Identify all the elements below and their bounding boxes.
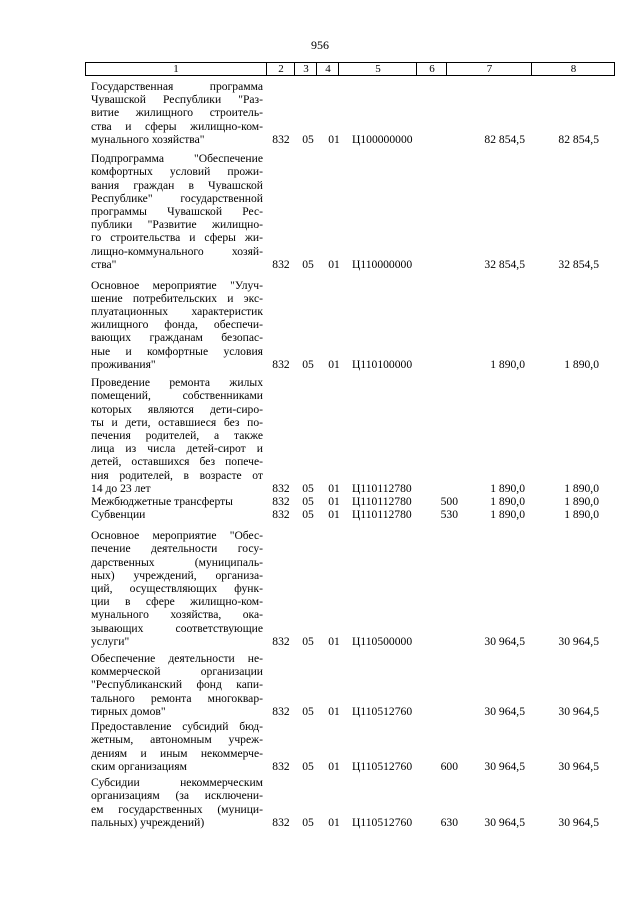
- cell-col-6: 630: [440, 815, 458, 829]
- row-name-line: ных) учреждений, организа-: [91, 568, 263, 582]
- row-name-line: Основное мероприятие "Обес-: [91, 529, 263, 543]
- row-name-line: ции в сфере жилищно-ком-: [91, 595, 263, 609]
- row-name-line: Межбюджетные трансферты: [91, 494, 233, 508]
- row-name-line: мунального хозяйства": [91, 132, 205, 146]
- cell-col-3: 05: [302, 481, 314, 495]
- row-name: [91, 652, 263, 718]
- row-name: [91, 776, 263, 829]
- row-name-line: мунального хозяйства, ока-: [91, 608, 263, 622]
- table-row: [0, 529, 640, 648]
- cell-col-6: 530: [440, 507, 458, 521]
- row-name-line: ем государственных (муници-: [91, 802, 263, 816]
- row-name-line: ты и дети, оставшиеся без по-: [91, 415, 263, 429]
- cell-col-8: 1 890,0: [564, 507, 599, 521]
- cell-col-7: 30 964,5: [484, 759, 525, 773]
- cell-col-4: 01: [328, 494, 340, 508]
- row-name-line: помещений, собственниками: [91, 389, 263, 403]
- cell-col-5: Ц110000000: [352, 257, 413, 271]
- header-cell-6: 6: [416, 63, 447, 75]
- row-name-line: лица из числа детей-сирот и: [91, 442, 263, 456]
- cell-col-5: Ц110100000: [352, 357, 413, 371]
- header-cell-7: 7: [446, 63, 532, 75]
- cell-col-5: Ц110512760: [352, 759, 413, 773]
- row-name-line: ства и сферы жилищно-ком-: [91, 119, 263, 133]
- cell-col-8: 1 890,0: [564, 357, 599, 371]
- row-name-line: ства": [91, 257, 117, 271]
- row-name-line: печения родителей, а также: [91, 429, 263, 442]
- cell-col-4: 01: [328, 705, 340, 718]
- row-name-line: детей, оставшихся без попече-: [91, 455, 263, 469]
- table-row: [0, 152, 640, 271]
- cell-col-8: 30 964,5: [558, 815, 599, 829]
- cell-col-3: 05: [302, 133, 314, 146]
- cell-col-8: 30 964,5: [558, 634, 599, 648]
- row-name-line: ций, осуществляющих функ-: [91, 582, 263, 595]
- cell-col-3: 05: [302, 634, 314, 648]
- table-row: [0, 652, 640, 718]
- row-name-line: лищно-коммунального хозяй-: [91, 244, 263, 258]
- row-name-line: Основное мероприятие "Улуч-: [91, 278, 263, 292]
- row-name: [91, 529, 263, 648]
- header-cell-5: 5: [338, 63, 417, 75]
- cell-col-5: Ц110112780: [352, 481, 412, 495]
- row-name-line: пальных) учреждений): [91, 815, 205, 829]
- cell-col-2: 832: [272, 494, 290, 508]
- row-name-line: шение потребительских и экс-: [91, 291, 263, 305]
- row-name-line: публики "Развитие жилищно-: [91, 218, 263, 232]
- cell-col-2: 832: [272, 815, 290, 829]
- table-row: [0, 776, 640, 829]
- cell-col-4: 01: [328, 507, 340, 521]
- cell-col-2: 832: [272, 634, 290, 648]
- cell-col-4: 01: [328, 257, 340, 271]
- row-name: [91, 376, 263, 495]
- cell-col-3: 05: [302, 257, 314, 271]
- table-row: [0, 495, 640, 508]
- cell-col-2: 832: [272, 133, 290, 146]
- header-cell-8: 8: [531, 63, 615, 75]
- page-number: 956: [311, 38, 329, 52]
- cell-col-4: 01: [328, 634, 340, 648]
- row-name-line: Субсидии некоммерческим: [91, 776, 263, 790]
- row-name-line: "Республиканский фонд капи-: [91, 678, 263, 692]
- row-name-line: Подпрограмма "Обеспечение: [91, 152, 263, 166]
- row-name-line: организациям (за исключени-: [91, 789, 263, 803]
- row-name-line: коммерческой организации: [91, 665, 263, 679]
- cell-col-4: 01: [328, 133, 340, 146]
- table-row: [0, 279, 640, 371]
- row-name-line: жилищного фонда, обеспечи-: [91, 318, 263, 332]
- cell-col-3: 05: [302, 494, 314, 508]
- row-name-line: тального ремонта многоквар-: [91, 691, 263, 705]
- table-row: [0, 720, 640, 773]
- row-name-line: го строительства и сферы жи-: [91, 231, 263, 245]
- cell-col-7: 82 854,5: [484, 133, 525, 146]
- cell-col-7: 32 854,5: [484, 257, 525, 271]
- cell-col-5: Ц100000000: [352, 133, 413, 146]
- row-name-line: Обеспечение деятельности не-: [91, 652, 263, 665]
- row-name-line: жетным, автономным учреж-: [91, 733, 263, 747]
- row-name-line: вающих гражданам безопас-: [91, 331, 263, 345]
- row-name: [91, 152, 263, 271]
- cell-col-3: 05: [302, 507, 314, 521]
- row-name: [91, 279, 263, 371]
- row-name: [91, 80, 263, 146]
- cell-col-5: Ц110500000: [352, 634, 413, 648]
- cell-col-2: 832: [272, 257, 290, 271]
- cell-col-7: 1 890,0: [490, 494, 525, 508]
- header-cell-3: 3: [294, 63, 317, 75]
- table-row: [0, 80, 640, 146]
- cell-col-3: 05: [302, 759, 314, 773]
- row-name: [91, 720, 263, 773]
- row-name-line: плуатационных характеристик: [91, 305, 263, 318]
- cell-col-4: 01: [328, 481, 340, 495]
- cell-col-4: 01: [328, 759, 340, 773]
- row-name-line: Предоставление субсидий бюд-: [91, 720, 263, 734]
- row-name-line: проживания": [91, 357, 156, 371]
- row-name-line: ния родителей, в возрасте от: [91, 468, 263, 482]
- cell-col-2: 832: [272, 705, 290, 718]
- row-name-line: дениям и иным некоммерче-: [91, 746, 263, 760]
- row-name-line: Проведение ремонта жилых: [91, 376, 263, 390]
- row-name-line: ским организациям: [91, 759, 187, 773]
- cell-col-2: 832: [272, 507, 290, 521]
- cell-col-2: 832: [272, 759, 290, 773]
- cell-col-6: 500: [440, 494, 458, 508]
- cell-col-5: Ц110512760: [352, 815, 413, 829]
- row-name-line: комфортных условий прожи-: [91, 165, 263, 179]
- cell-col-5: Ц110112780: [352, 494, 412, 508]
- cell-col-6: 600: [440, 759, 458, 773]
- row-name-line: Государственная программа: [91, 80, 263, 93]
- row-name-line: Республике" государственной: [91, 191, 263, 205]
- cell-col-8: 82 854,5: [558, 133, 599, 146]
- cell-col-8: 32 854,5: [558, 257, 599, 271]
- cell-col-7: 30 964,5: [484, 815, 525, 829]
- row-name-line: 14 до 23 лет: [91, 481, 151, 495]
- cell-col-2: 832: [272, 357, 290, 371]
- header-cell-1: 1: [173, 63, 179, 75]
- table-header: [85, 62, 615, 76]
- cell-col-7: 1 890,0: [490, 481, 525, 495]
- row-name-line: услуги": [91, 634, 130, 648]
- cell-col-5: Ц110112780: [352, 507, 412, 521]
- row-name-line: ные и комфортные условия: [91, 344, 263, 358]
- header-cell-2: 2: [266, 63, 295, 75]
- table-row: [0, 376, 640, 495]
- cell-col-8: 1 890,0: [564, 481, 599, 495]
- row-name-line: Чувашской Республики "Раз-: [91, 93, 263, 107]
- cell-col-7: 30 964,5: [484, 634, 525, 648]
- cell-col-3: 05: [302, 705, 314, 718]
- cell-col-7: 30 964,5: [484, 705, 525, 718]
- row-name-line: Субвенции: [91, 507, 146, 521]
- cell-col-4: 01: [328, 357, 340, 371]
- cell-col-7: 1 890,0: [490, 357, 525, 371]
- row-name-line: зывающих соответствующие: [91, 621, 263, 635]
- cell-col-8: 30 964,5: [558, 705, 599, 718]
- cell-col-4: 01: [328, 815, 340, 829]
- row-name-line: дарственных (муниципаль-: [91, 555, 263, 569]
- row-name-line: которых являются дети-сиро-: [91, 402, 263, 416]
- row-name-line: программы Чувашской Рес-: [91, 205, 263, 218]
- cell-col-7: 1 890,0: [490, 507, 525, 521]
- row-name-line: печение деятельности госу-: [91, 542, 263, 556]
- row-name: [91, 495, 263, 508]
- cell-col-8: 30 964,5: [558, 759, 599, 773]
- row-name: [91, 508, 263, 521]
- row-name-line: витие жилищного строитель-: [91, 106, 263, 120]
- cell-col-8: 1 890,0: [564, 494, 599, 508]
- header-cell-4: 4: [316, 63, 339, 75]
- row-name-line: вания граждан в Чувашской: [91, 178, 263, 192]
- row-name-line: тирных домов": [91, 704, 166, 718]
- cell-col-5: Ц110512760: [352, 705, 413, 718]
- cell-col-2: 832: [272, 481, 290, 495]
- cell-col-3: 05: [302, 815, 314, 829]
- cell-col-3: 05: [302, 357, 314, 371]
- table-row: [0, 508, 640, 521]
